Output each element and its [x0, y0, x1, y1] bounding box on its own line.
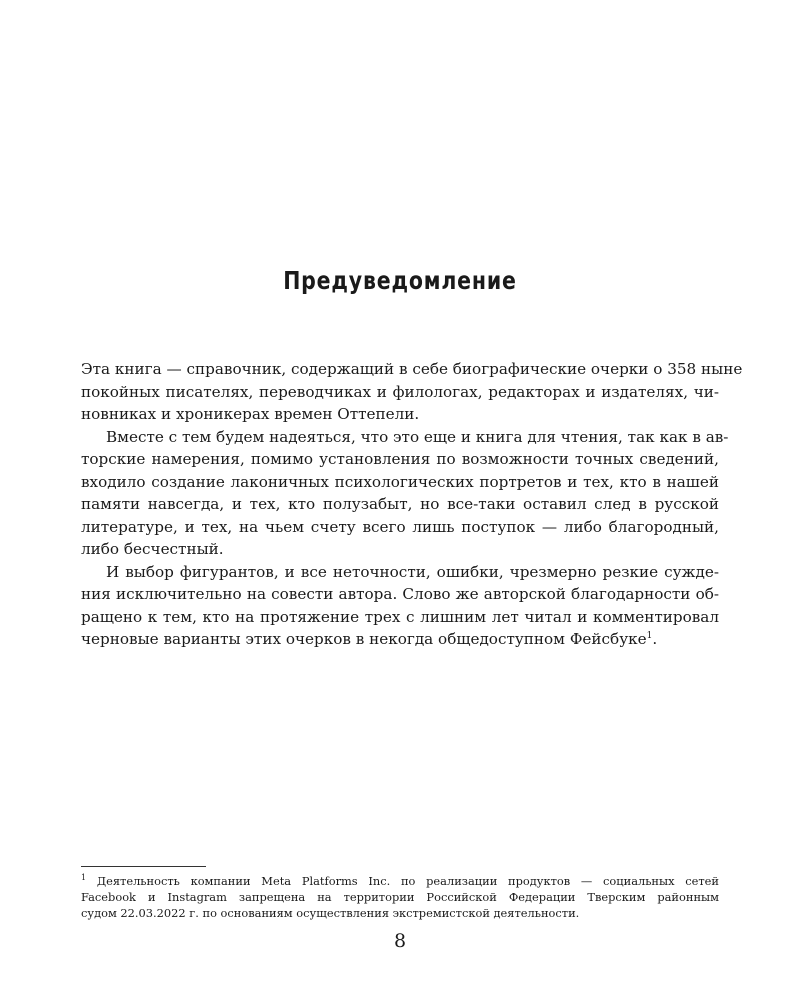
footnote-number: 1 [81, 873, 87, 883]
page-title: Предуведомление [283, 266, 517, 295]
text-line: И выбор фигурантов, и все неточности, ошибки, чрезмерно резкие сужде- [106, 562, 719, 581]
paragraph-2 [81, 426, 729, 561]
footnote-text: Деятельность компании Meta Platforms Inc. по реализации продуктов — социальных сетей [96, 874, 720, 888]
text-line: ращено к тем, кто на протяжение трех с лишним лет читал и комментировал [81, 607, 719, 626]
text-line: Эта книга — справочник, содержащий в себе биографические очерки о 358 ныне [81, 360, 743, 378]
text-segment: черновые варианты этих очерков в некогда общедоступном Фейсбуке [81, 630, 647, 648]
end-punctuation: . [652, 630, 658, 648]
text-line: новниках и хроникерах времен Оттепели. [81, 405, 420, 423]
footnote-divider [81, 866, 206, 867]
paragraph-3 [81, 561, 719, 651]
text-line: либо бесчестный. [81, 540, 224, 558]
footnote [81, 873, 719, 921]
text-line: торские намерения, помимо установления по возможности точных сведений, [81, 450, 719, 468]
text-line: литературе, и тех, на чьем счету всего лишь поступок — либо благородный, [81, 517, 719, 536]
text-line: памяти навсегда, и тех, кто полузабыт, но все-таки оставил след в русской [81, 495, 719, 513]
footnote-line [81, 873, 719, 889]
text-line: ния исключительно на совести автора. Слово же авторской благодарности об- [81, 585, 719, 603]
footnote-reference[interactable]: 1 [646, 630, 653, 641]
footnote-line: Facebook и Instagram запрещена на территории Российской Федерации Тверским районным [81, 890, 719, 904]
footnote-line: судом 22.03.2022 г. по основаниям осуществления экстремистской деятельности. [81, 906, 580, 920]
body-text [81, 358, 743, 651]
text-line-with-footnote [81, 628, 719, 651]
paragraph-1 [81, 358, 743, 426]
page-number: 8 [393, 930, 407, 952]
text-line: входило создание лаконичных психологических портретов и тех, кто в нашей [81, 472, 719, 491]
text-line: Вместе с тем будем надеяться, что это еще и книга для чтения, так как в ав- [106, 427, 729, 446]
text-line: покойных писателях, переводчиках и филологах, редакторах и издателях, чи- [81, 382, 719, 401]
